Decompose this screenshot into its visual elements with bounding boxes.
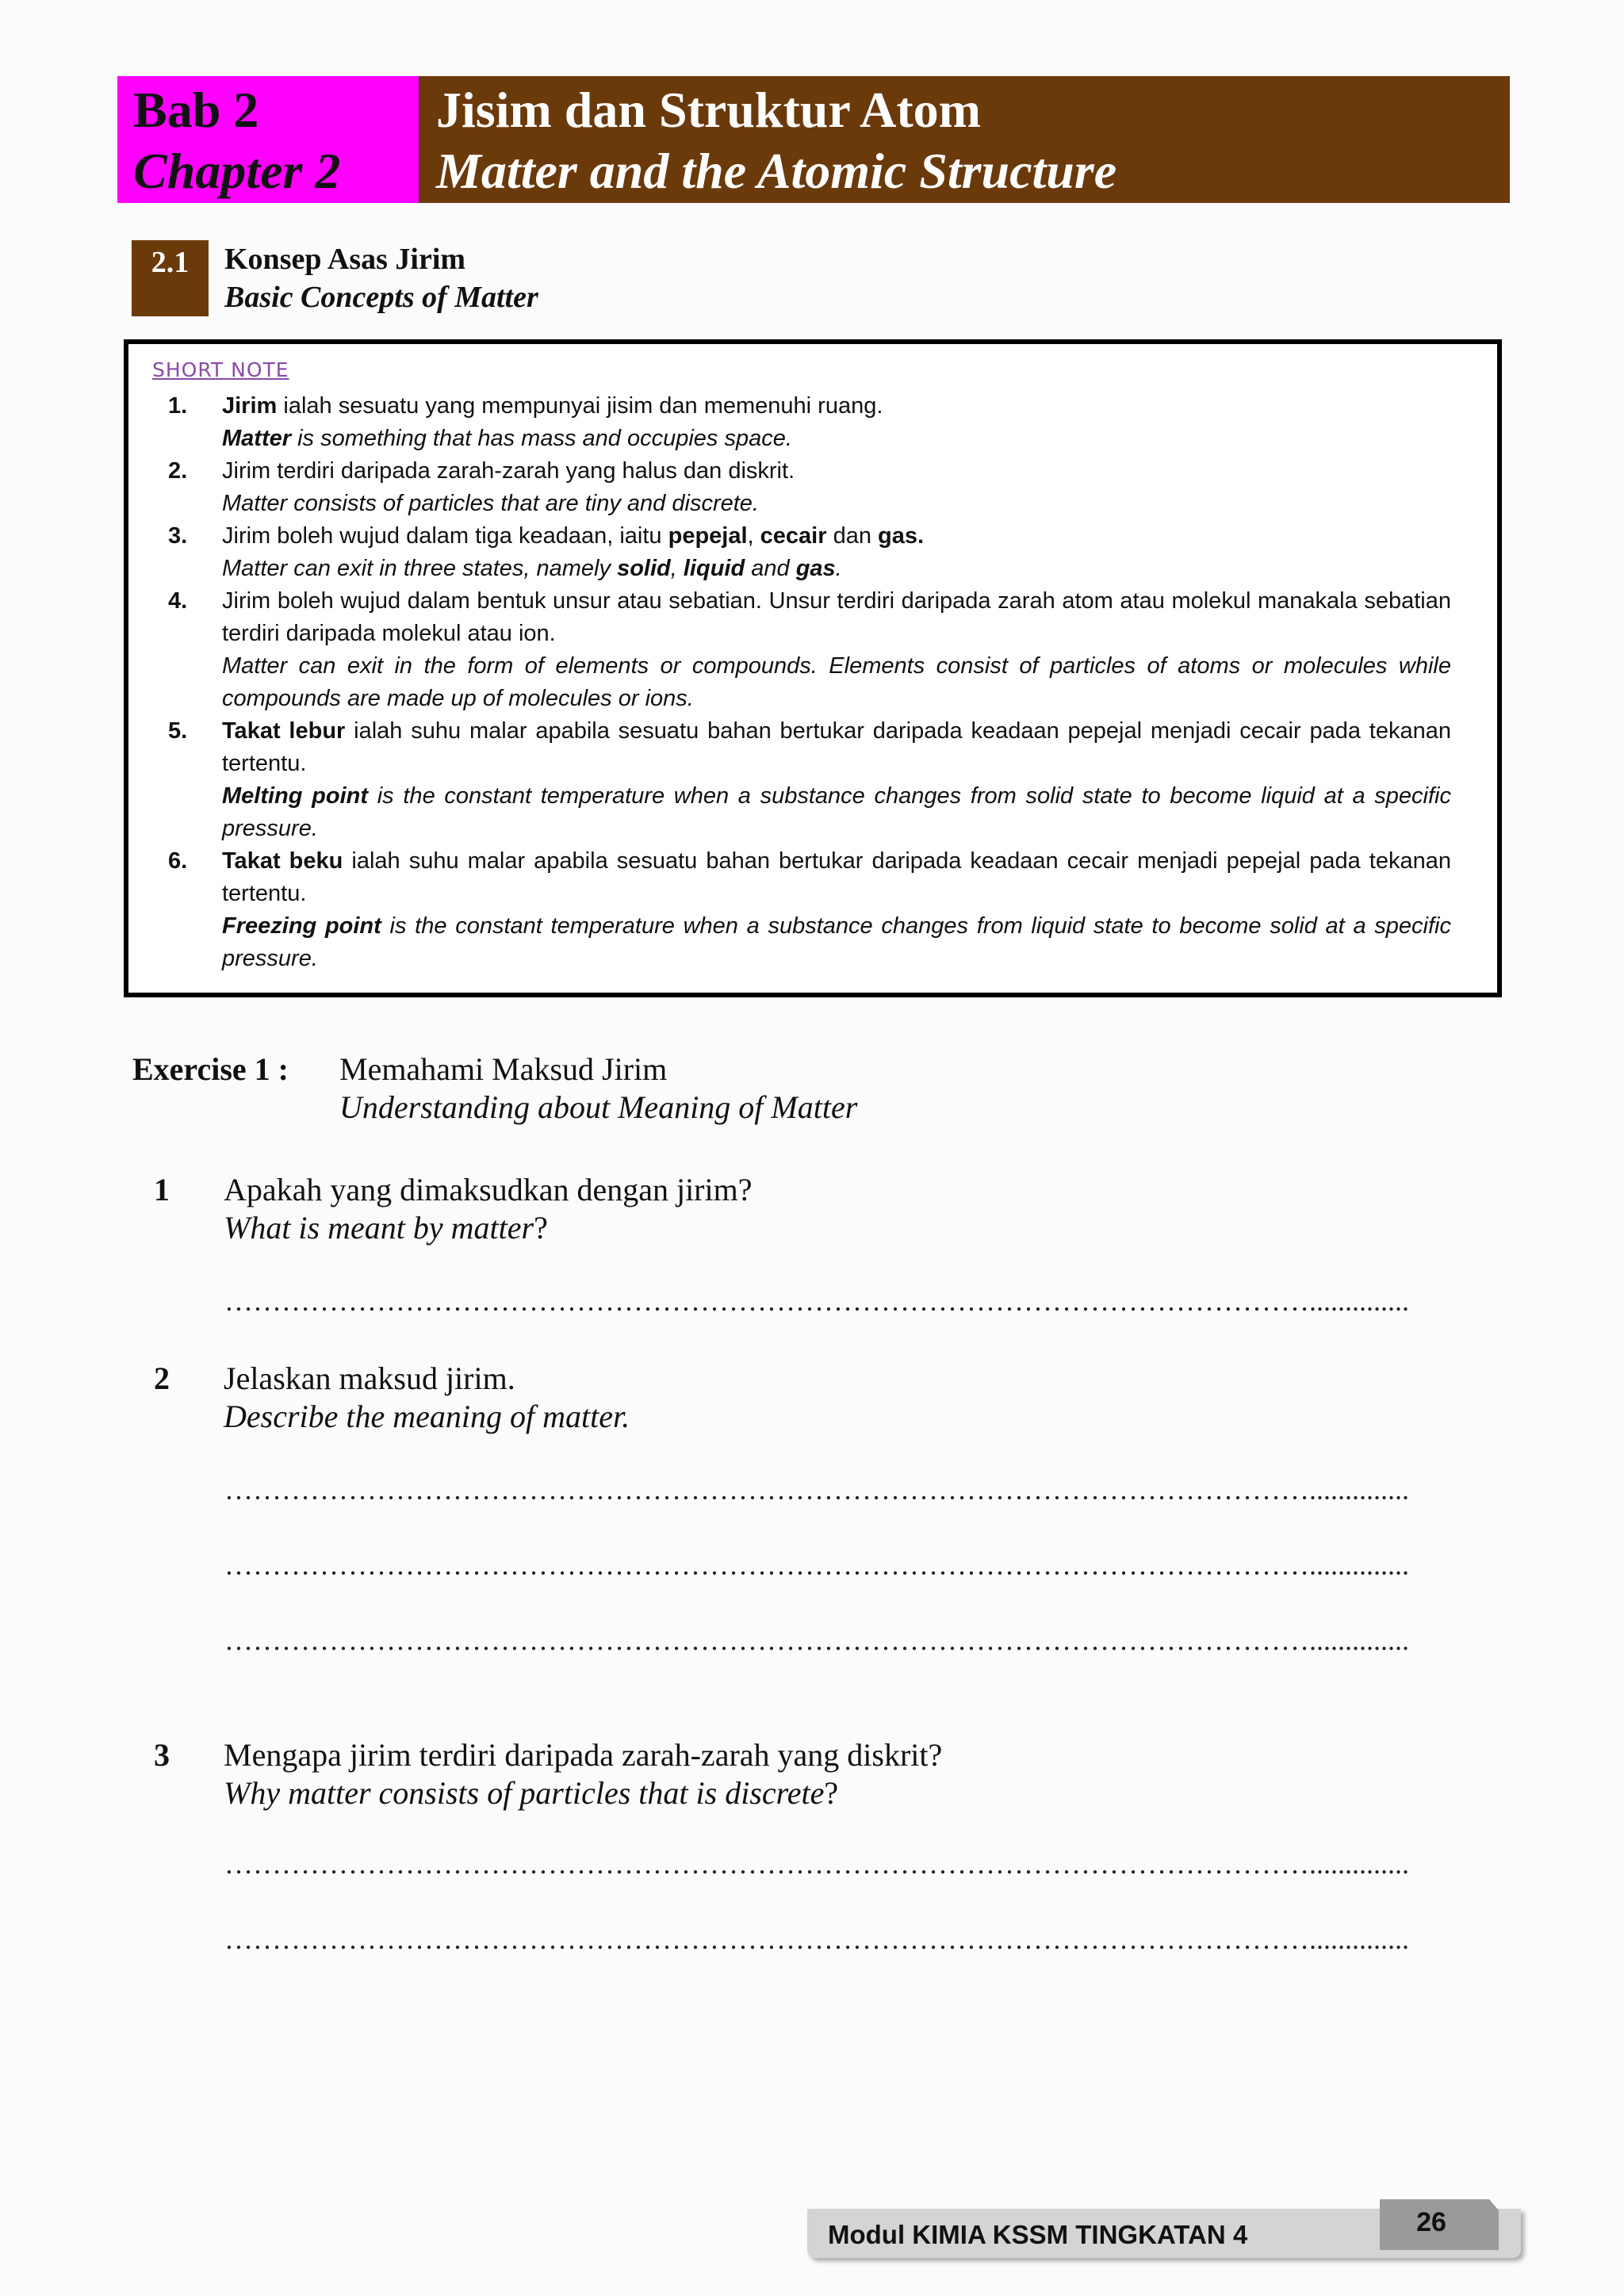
footer-module-title: Modul KIMIA KSSM TINGKATAN 4 <box>828 2220 1248 2249</box>
note-item-number: 2. <box>168 458 188 484</box>
note-item <box>168 455 1451 520</box>
note-item <box>168 585 1451 715</box>
note-item-number: 1. <box>168 393 188 419</box>
question-number: 1 <box>154 1172 170 1207</box>
term-bold: Takat lebur <box>222 718 346 744</box>
text: Jirim boleh wujud dalam tiga keadaan, iaitu <box>222 523 668 549</box>
text: and <box>745 556 796 581</box>
note-item <box>168 520 1451 585</box>
question-text-en: Why matter consists of particles that is discrete <box>224 1775 825 1811</box>
answer-line[interactable]: …………………………………………………………………………………………………….............. <box>224 1474 1409 1506</box>
answer-line[interactable]: …………………………………………………………………………………………………….............. <box>224 1848 1409 1880</box>
term-bold: Melting point <box>222 783 369 809</box>
text: . <box>835 556 842 581</box>
chapter-title-block <box>419 76 1510 203</box>
question-mark: ? <box>824 1775 839 1811</box>
term-bold: Matter <box>222 426 292 451</box>
text: , <box>670 556 684 581</box>
term-bold: Takat beku <box>222 848 343 874</box>
note-text-en: Matter consists of particles that are tiny and discrete. <box>222 491 759 516</box>
term-bold: Freezing point <box>222 913 381 939</box>
exercise-label: Exercise 1 : <box>132 1051 289 1087</box>
note-item-number: 3. <box>168 523 188 549</box>
page-number: 26 <box>1416 2207 1446 2237</box>
note-text-ms: ialah suhu malar apabila sesuatu bahan bertukar daripada keadaan pepejal menjadi cecair pada tekanan tertentu. <box>222 718 1451 776</box>
short-note-box <box>124 339 1502 997</box>
question-text-ms: Jelaskan maksud jirim. <box>224 1360 515 1396</box>
note-text-en: is the constant temperature when a substance changes from solid state to become liquid at a specific pressure. <box>222 783 1452 841</box>
note-text-en: Matter can exit in the form of elements or compounds. Elements consist of particles of atoms or molecules while compounds are made up of molecules or ions. <box>222 653 1451 711</box>
note-item-number: 5. <box>168 718 188 744</box>
question-text-en: What is meant by matter <box>224 1210 534 1246</box>
note-item-number: 6. <box>168 848 188 874</box>
term-bold: pepejal <box>668 523 748 549</box>
answer-line[interactable]: …………………………………………………………………………………………………….............. <box>224 1923 1409 1955</box>
term-bold: liquid <box>683 556 745 581</box>
exercise-title <box>339 1050 857 1127</box>
term-bold: gas <box>795 556 836 581</box>
question-mark: ? <box>534 1210 548 1246</box>
chapter-title-en: Matter and the Atomic Structure <box>436 143 1117 199</box>
short-note-list <box>168 390 1451 975</box>
note-text-ms: ialah sesuatu yang mempunyai jisim dan memenuhi ruang. <box>277 393 883 419</box>
note-text-ms: Jirim boleh wujud dalam bentuk unsur atau sebatian. Unsur terdiri daripada zarah atom atau molekul manakala sebatian terdiri daripada molekul atau ion. <box>222 588 1451 646</box>
note-text-ms: ialah suhu malar apabila sesuatu bahan bertukar daripada keadaan cecair menjadi pepejal pada tekanan tertentu. <box>222 848 1451 906</box>
text: dan <box>826 523 879 549</box>
question-text-en: Describe the meaning of matter. <box>224 1399 630 1434</box>
note-item <box>168 715 1451 845</box>
text: Matter can exit in three states, namely <box>222 556 618 581</box>
note-item <box>168 845 1451 975</box>
text: , <box>747 523 760 549</box>
short-note-label: SHORT NOTE <box>152 358 289 381</box>
exercise-title-ms: Memahami Maksud Jirim <box>339 1051 668 1087</box>
term-bold: cecair <box>760 523 827 549</box>
note-text-ms <box>222 520 1451 553</box>
note-text-en: is something that has mass and occupies space. <box>291 426 792 451</box>
note-text-en <box>222 553 1451 585</box>
question-text-ms: Apakah yang dimaksudkan dengan jirim? <box>224 1172 753 1207</box>
question-number: 3 <box>154 1737 170 1773</box>
answer-line[interactable]: …………………………………………………………………………………………………….............. <box>224 1624 1409 1656</box>
section-number: 2.1 <box>132 240 209 316</box>
answer-line[interactable]: …………………………………………………………………………………………………….............. <box>224 1285 1409 1317</box>
term-bold: gas. <box>878 523 925 549</box>
chapter-header <box>117 76 1510 203</box>
question-number: 2 <box>154 1360 170 1396</box>
note-item-number: 4. <box>168 588 188 614</box>
note-item <box>168 390 1451 455</box>
chapter-bab: Bab 2 <box>133 82 259 138</box>
note-text-en: is the constant temperature when a substance changes from liquid state to become solid at a specific pressure. <box>222 913 1451 971</box>
section-title-ms: Konsep Asas Jirim <box>224 243 466 276</box>
question-text-ms: Mengapa jirim terdiri daripada zarah-zarah yang diskrit? <box>224 1737 943 1773</box>
exercise-title-en: Understanding about Meaning of Matter <box>339 1089 858 1125</box>
chapter-number: Chapter 2 <box>133 143 341 199</box>
chapter-number-block <box>117 76 419 203</box>
section-title <box>224 240 538 316</box>
section-title-en: Basic Concepts of Matter <box>224 281 538 314</box>
chapter-title-ms: Jisim dan Struktur Atom <box>436 82 981 138</box>
term-bold: Jirim <box>222 393 278 419</box>
note-text-ms: Jirim terdiri daripada zarah-zarah yang halus dan diskrit. <box>222 458 795 484</box>
term-bold: solid <box>617 556 671 581</box>
answer-line[interactable]: …………………………………………………………………………………………………….............. <box>224 1549 1409 1581</box>
